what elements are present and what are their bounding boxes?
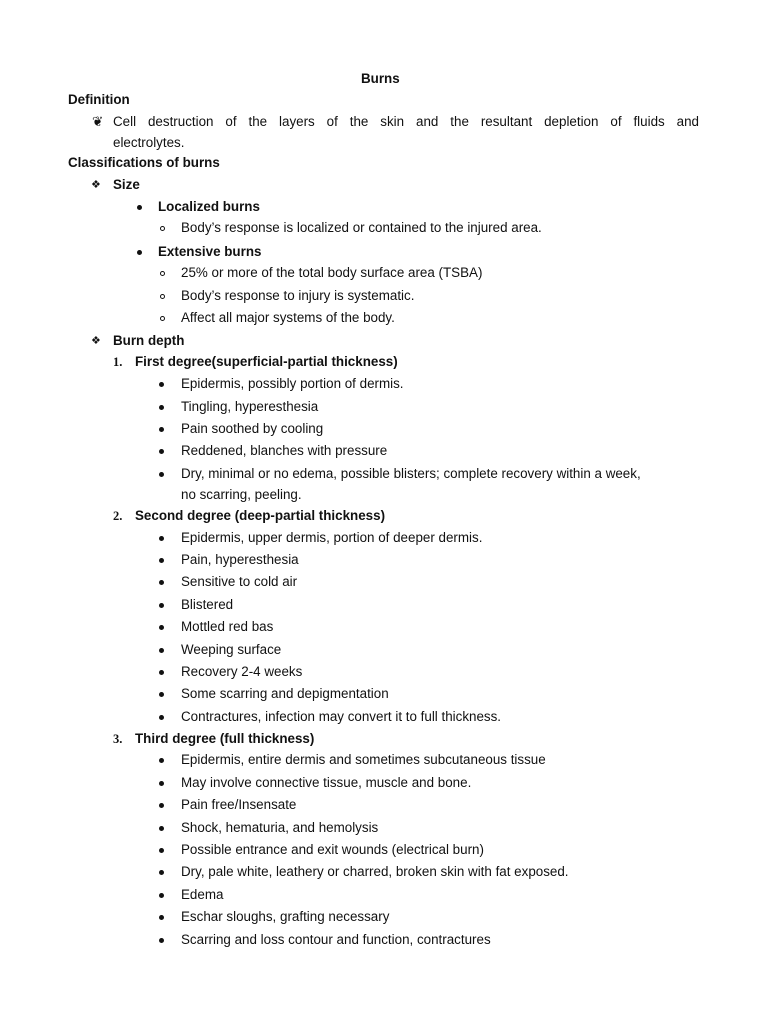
- diamond-bullet-icon: ❖: [91, 335, 101, 347]
- list-item: Recovery 2-4 weeks: [181, 664, 303, 679]
- localized-heading: Localized burns: [158, 199, 260, 214]
- list-item: Contractures, infection may convert it to full thickness.: [181, 709, 502, 724]
- list-item: May involve connective tissue, muscle and bone.: [181, 775, 472, 790]
- circle-bullet-icon: [160, 316, 165, 321]
- extensive-heading: Extensive burns: [158, 244, 262, 259]
- bullet-icon: [159, 715, 164, 720]
- definition-text-line1: Cell destruction of the layers of the skin and the resultant depletion of fluids and: [113, 114, 699, 129]
- first-degree-heading: First degree(superficial-partial thickness): [135, 354, 398, 369]
- list-item: Pain, hyperesthesia: [181, 552, 299, 567]
- list-item: Epidermis, possibly portion of dermis.: [181, 376, 404, 391]
- bullet-icon: [159, 893, 164, 898]
- bullet-icon: [159, 670, 164, 675]
- circle-bullet-icon: [160, 271, 165, 276]
- list-item: Weeping surface: [181, 642, 282, 657]
- bullet-icon: [159, 405, 164, 410]
- bullet-icon: [159, 848, 164, 853]
- bullet-icon: [159, 870, 164, 875]
- diamond-bullet-icon: ❖: [91, 179, 101, 191]
- list-item: Edema: [181, 887, 224, 902]
- diamond-outline-bullet-icon: ❦: [92, 114, 104, 129]
- list-item: Possible entrance and exit wounds (electrical burn): [181, 842, 484, 857]
- bullet-icon: [159, 938, 164, 943]
- bullet-icon: [137, 250, 142, 255]
- list-item: Affect all major systems of the body.: [181, 310, 395, 325]
- list-number: 3.: [113, 732, 123, 746]
- list-item: Dry, minimal or no edema, possible blisters; complete recovery within a week,: [181, 466, 641, 481]
- list-item: Sensitive to cold air: [181, 574, 298, 589]
- bullet-icon: [159, 781, 164, 786]
- bullet-icon: [159, 692, 164, 697]
- second-degree-heading: Second degree (deep-partial thickness): [135, 508, 386, 523]
- list-item: Epidermis, entire dermis and sometimes subcutaneous tissue: [181, 752, 546, 767]
- circle-bullet-icon: [160, 294, 165, 299]
- bullet-icon: [159, 449, 164, 454]
- burn-depth-heading: Burn depth: [113, 333, 185, 348]
- bullet-icon: [137, 205, 142, 210]
- bullet-icon: [159, 803, 164, 808]
- list-item: Epidermis, upper dermis, portion of deeper dermis.: [181, 530, 483, 545]
- bullet-icon: [159, 915, 164, 920]
- bullet-icon: [159, 382, 164, 387]
- classifications-heading: Classifications of burns: [68, 155, 220, 170]
- list-item: Reddened, blanches with pressure: [181, 443, 388, 458]
- list-item: Pain free/Insensate: [181, 797, 297, 812]
- bullet-icon: [159, 603, 164, 608]
- definition-heading: Definition: [68, 92, 130, 107]
- page-title: Burns: [361, 71, 400, 86]
- bullet-icon: [159, 558, 164, 563]
- bullet-icon: [159, 625, 164, 630]
- bullet-icon: [159, 536, 164, 541]
- list-item: Pain soothed by cooling: [181, 421, 324, 436]
- third-degree-heading: Third degree (full thickness): [135, 731, 315, 746]
- list-item: Tingling, hyperesthesia: [181, 399, 319, 414]
- bullet-icon: [159, 427, 164, 432]
- list-number: 1.: [113, 355, 123, 369]
- circle-bullet-icon: [160, 226, 165, 231]
- bullet-icon: [159, 826, 164, 831]
- list-item: Some scarring and depigmentation: [181, 686, 389, 701]
- list-number: 2.: [113, 509, 123, 523]
- bullet-icon: [159, 758, 164, 763]
- size-heading: Size: [113, 177, 140, 192]
- definition-text-line2: electrolytes.: [113, 135, 185, 150]
- list-item: Body’s response is localized or contained to the injured area.: [181, 220, 542, 235]
- list-item: Scarring and loss contour and function, contractures: [181, 932, 491, 947]
- list-item: Mottled red bas: [181, 619, 274, 634]
- list-item: 25% or more of the total body surface area (TSBA): [181, 265, 483, 280]
- list-item: Shock, hematuria, and hemolysis: [181, 820, 379, 835]
- list-item: Body’s response to injury is systematic.: [181, 288, 415, 303]
- bullet-icon: [159, 472, 164, 477]
- list-item: Blistered: [181, 597, 234, 612]
- bullet-icon: [159, 580, 164, 585]
- list-item: Eschar sloughs, grafting necessary: [181, 909, 390, 924]
- list-item-continuation: no scarring, peeling.: [181, 487, 302, 502]
- bullet-icon: [159, 648, 164, 653]
- list-item: Dry, pale white, leathery or charred, broken skin with fat exposed.: [181, 864, 569, 879]
